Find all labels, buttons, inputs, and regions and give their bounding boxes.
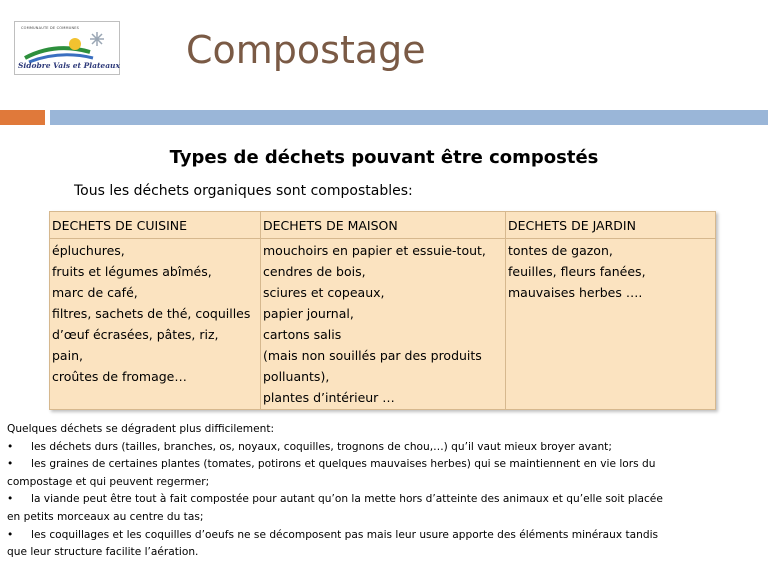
note-item bbox=[7, 439, 763, 457]
list-item: feuilles, fleurs fanées, bbox=[508, 264, 646, 279]
list-item: papier journal, bbox=[263, 306, 354, 321]
cell-maison bbox=[261, 239, 506, 410]
cell-cuisine bbox=[50, 239, 261, 410]
note-text: les coquillages et les coquilles d’oeufs ne se décomposent pas mais leur usure apporte des éléments minéraux tandis bbox=[31, 528, 659, 541]
list-item: fruits et légumes abîmés, bbox=[52, 264, 212, 279]
header-maison: DECHETS DE MAISON bbox=[261, 212, 506, 239]
note-continuation: compostage et qui peuvent regermer; bbox=[7, 475, 210, 488]
list-item: sciures et copeaux, bbox=[263, 285, 385, 300]
list-item: tontes de gazon, bbox=[508, 243, 613, 258]
accent-bar-orange bbox=[0, 110, 45, 125]
notes-heading: Quelques déchets se dégradent plus difficilement: bbox=[7, 423, 275, 435]
list-item: marc de café, bbox=[52, 285, 138, 300]
note-item bbox=[7, 491, 763, 509]
note-continuation: que leur structure facilite l’aération. bbox=[7, 546, 199, 559]
header-jardin: DECHETS DE JARDIN bbox=[506, 212, 716, 239]
list-item: mouchoirs en papier et essuie-tout, bbox=[263, 243, 486, 258]
list-item: cartons salis bbox=[263, 327, 342, 342]
list-item: d’œuf écrasées, pâtes, riz, bbox=[52, 327, 219, 342]
note-text: la viande peut être tout à fait compostée pour autant qu’on la mette hors d’atteinte des animaux et qu’elle soit placée bbox=[31, 493, 663, 506]
slide-title: Compostage bbox=[186, 28, 426, 72]
bullet-icon: • bbox=[7, 440, 14, 453]
list-item: pain, bbox=[52, 348, 83, 363]
logo-caption: COMMUNAUTE DE COMMUNES bbox=[21, 26, 80, 30]
bullet-icon: • bbox=[7, 528, 14, 541]
bullet-icon: • bbox=[7, 493, 14, 506]
list-item: (mais non souillés par des produits bbox=[263, 348, 482, 363]
list-item: polluants), bbox=[263, 369, 330, 384]
logo bbox=[14, 21, 120, 75]
note-text: les déchets durs (tailles, branches, os, noyaux, coquilles, trognons de chou,…) qu’il vaut mieux broyer avant; bbox=[31, 440, 612, 453]
list-item: mauvaises herbes …. bbox=[508, 285, 643, 300]
header-cuisine: DECHETS DE CUISINE bbox=[50, 212, 261, 239]
note-continuation: en petits morceaux au centre du tas; bbox=[7, 510, 204, 523]
section-subtitle: Types de déchets pouvant être compostés bbox=[169, 147, 599, 168]
waste-table bbox=[49, 211, 716, 410]
cell-jardin bbox=[506, 239, 716, 410]
intro-text: Tous les déchets organiques sont compostables: bbox=[74, 183, 413, 199]
bullet-icon: • bbox=[7, 458, 14, 471]
table-header-row bbox=[50, 212, 716, 239]
note-text: les graines de certaines plantes (tomates, potirons et quelques mauvaises herbes) qui se maintiennent en vie lors du bbox=[31, 458, 656, 471]
list-item: croûtes de fromage… bbox=[52, 369, 187, 384]
list-item: épluchures, bbox=[52, 243, 125, 258]
list-item: filtres, sachets de thé, coquilles bbox=[52, 306, 251, 321]
list-item: cendres de bois, bbox=[263, 264, 366, 279]
note-item bbox=[7, 456, 763, 474]
table-row bbox=[50, 239, 716, 410]
notes-section bbox=[7, 421, 763, 562]
accent-bar-blue bbox=[50, 110, 768, 125]
logo-name: Sidobre Vals et Plateaux bbox=[18, 61, 120, 70]
note-item bbox=[7, 527, 763, 545]
list-item: plantes d’intérieur … bbox=[263, 390, 395, 405]
